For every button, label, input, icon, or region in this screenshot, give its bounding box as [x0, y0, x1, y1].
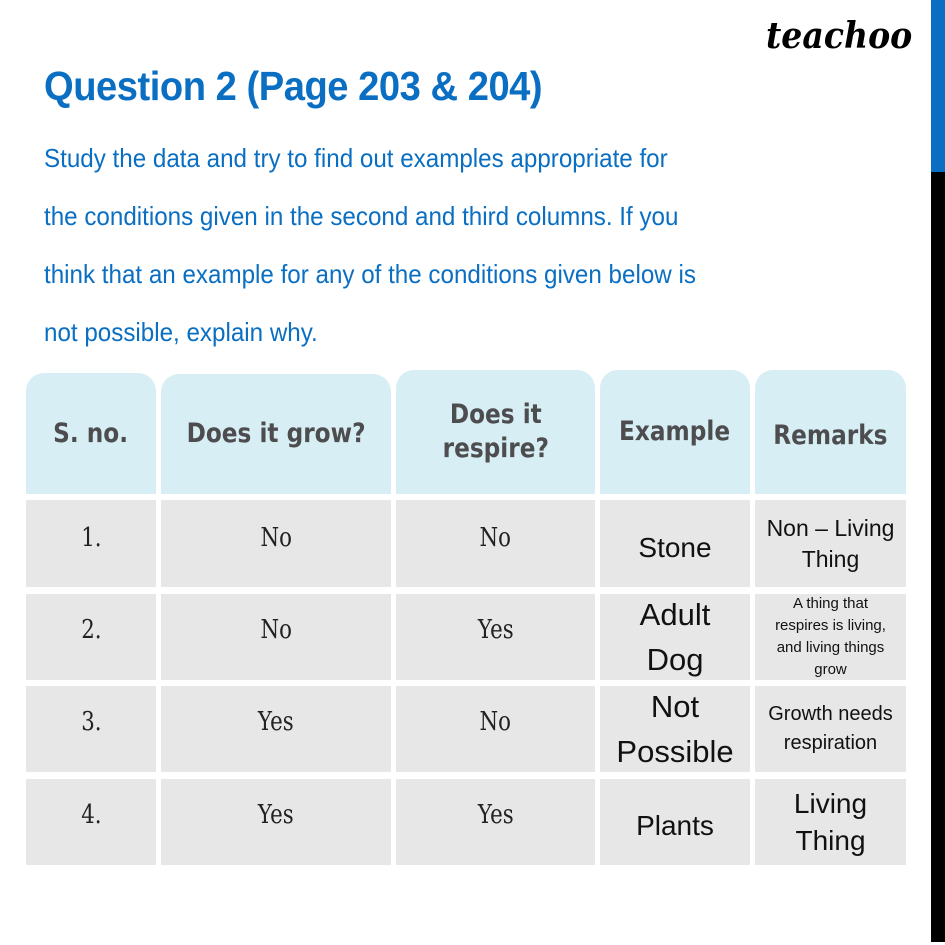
table-row-4-sno: 4. — [26, 779, 156, 865]
table-row-1-grow: No — [161, 500, 391, 587]
table-row-4-remarks: Living Thing — [755, 779, 906, 865]
table-row-2-example: Adult Dog — [600, 594, 750, 680]
question-title: Question 2 (Page 203 & 204) — [44, 63, 543, 109]
table-row-1-remarks: Non – Living Thing — [755, 500, 906, 587]
paragraph-line: not possible, explain why. — [44, 317, 318, 347]
paragraph-line: Study the data and try to find out examples appropriate for — [44, 143, 668, 173]
header-grow: Does it grow? — [161, 374, 391, 494]
side-accent-bar-black — [931, 172, 945, 942]
header-example: Example — [600, 370, 750, 494]
header-remarks: Remarks — [755, 370, 906, 494]
header-respire: Does it respire? — [396, 370, 595, 494]
table-row-4-grow: Yes — [161, 779, 391, 865]
table-row-1-example: Stone — [600, 500, 750, 587]
table-row-3-sno: 3. — [26, 686, 156, 772]
table-row-2-respire: Yes — [396, 594, 595, 680]
table-row-3-respire: No — [396, 686, 595, 772]
question-paragraph — [44, 135, 894, 367]
table-row-4-respire: Yes — [396, 779, 595, 865]
table-row-3-example: Not Possible — [600, 686, 750, 772]
table-row-1-respire: No — [396, 500, 595, 587]
side-accent-bar-blue — [931, 0, 945, 172]
table-row-3-remarks: Growth needs respiration — [755, 686, 906, 772]
header-sno: S. no. — [26, 373, 156, 494]
table-row-2-grow: No — [161, 594, 391, 680]
table-row-2-sno: 2. — [26, 594, 156, 680]
table-row-2-remarks: A thing that respires is living, and living things grow — [755, 594, 906, 680]
table-row-1-sno: 1. — [26, 500, 156, 587]
table-row-3-grow: Yes — [161, 686, 391, 772]
teachoo-logo: teachoo — [766, 15, 913, 57]
paragraph-line: the conditions given in the second and third columns. If you — [44, 201, 679, 231]
paragraph-line: think that an example for any of the conditions given below is — [44, 259, 696, 289]
table-row-4-example: Plants — [600, 779, 750, 865]
